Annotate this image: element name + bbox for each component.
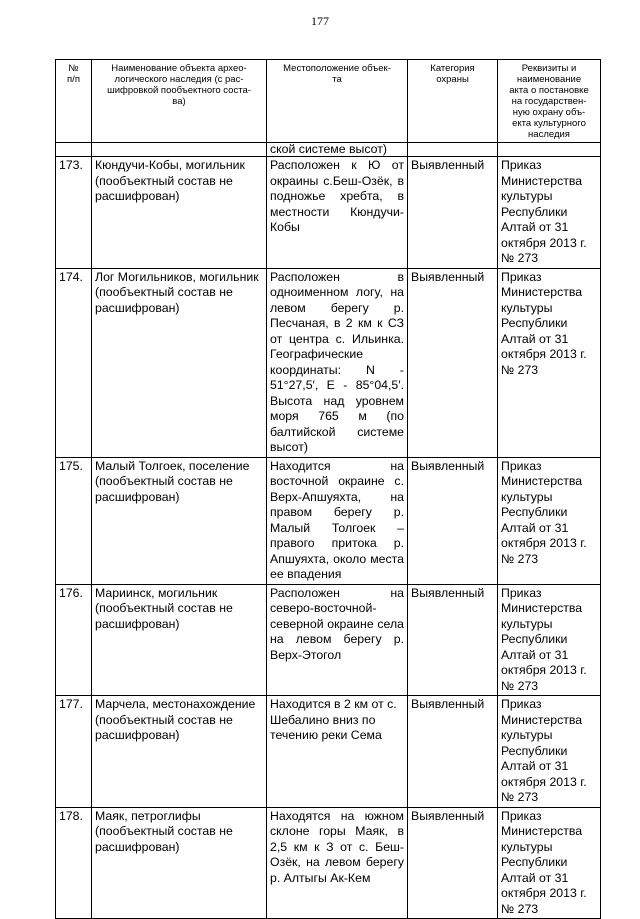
cell-object-name bbox=[92, 584, 267, 696]
object-note: (пообъектный состав не расшифрован) bbox=[95, 285, 233, 315]
cell-location: Расположен на северо-восточной-северной окраине села на левом берегу р. Верх-Этогол bbox=[267, 584, 408, 696]
header-category: Категория охраны bbox=[408, 60, 498, 143]
cell-empty bbox=[498, 143, 601, 157]
object-note: (пообъектный состав не расшифрован) bbox=[95, 824, 233, 854]
cell-category: Выявленный bbox=[408, 807, 498, 919]
table-row bbox=[56, 807, 601, 919]
cell-act: Приказ Министерства культуры Республики Алтай от 31 октября 2013 г. № 273 bbox=[498, 807, 601, 919]
object-note: (пообъектный состав не расшифрован) bbox=[95, 173, 233, 203]
cell-location: Находится в 2 км от с. Шебалино вниз по течению реки Сема bbox=[267, 696, 408, 808]
object-note: (пообъектный состав не расшифрован) bbox=[95, 712, 233, 742]
object-title: Кюндучи-Кобы, могильник bbox=[95, 158, 245, 172]
cell-number: 178. bbox=[56, 807, 92, 919]
cell-location: Находится на восточной окраине с. Верх-Апшуяхта, на правом берегу р. Малый Толгоек – правого притока р. Апшуяхта, около места ее впадения bbox=[267, 457, 408, 584]
cell-act: Приказ Министерства культуры Республики Алтай от 31 октября 2013 г. № 273 bbox=[498, 696, 601, 808]
cell-object-name bbox=[92, 457, 267, 584]
header-object-name: Наименование объекта архео- логического наследия (с рас- шифровкой пообъектного соста- ва) bbox=[92, 60, 267, 143]
cell-location: Расположен к Ю от окраины с.Беш-Озёк, в подножье хребта, в местности Кюндучи-Кобы bbox=[267, 157, 408, 269]
cell-category: Выявленный bbox=[408, 157, 498, 269]
cell-object-name bbox=[92, 268, 267, 457]
cell-act: Приказ Министерства культуры Республики Алтай от 31 октября 2013 г. № 273 bbox=[498, 457, 601, 584]
cell-number: 173. bbox=[56, 157, 92, 269]
cell-number: 176. bbox=[56, 584, 92, 696]
cell-empty bbox=[92, 143, 267, 157]
header-act-details: Реквизиты и наименование акта о постановке на государствен- ную охрану объ- екта культурного наследия bbox=[498, 60, 601, 143]
object-title: Малый Толгоек, поселение bbox=[95, 458, 250, 473]
cell-category: Выявленный bbox=[408, 584, 498, 696]
cell-empty bbox=[56, 143, 92, 157]
table-row bbox=[56, 157, 601, 269]
cell-object-name bbox=[92, 807, 267, 919]
cell-number: 177. bbox=[56, 696, 92, 808]
cell-number: 174. bbox=[56, 268, 92, 457]
table-row bbox=[56, 457, 601, 584]
table-row bbox=[56, 268, 601, 457]
object-title: Лог Могильников, могильник bbox=[95, 269, 259, 284]
object-note: (пообъектный состав не расшифрован) bbox=[95, 474, 233, 504]
cell-act: Приказ Министерства культуры Республики Алтай от 31 октября 2013 г. № 273 bbox=[498, 157, 601, 269]
table-header-row bbox=[56, 60, 601, 143]
header-location: Местоположение объек- та bbox=[267, 60, 408, 143]
cell-act: Приказ Министерства культуры Республики Алтай от 31 октября 2013 г. № 273 bbox=[498, 584, 601, 696]
cell-category: Выявленный bbox=[408, 268, 498, 457]
table-row bbox=[56, 696, 601, 808]
header-number: № п/п bbox=[56, 60, 92, 143]
object-note: (пообъектный состав не расшифрован) bbox=[95, 601, 233, 631]
cell-empty bbox=[408, 143, 498, 157]
heritage-registry-table bbox=[55, 59, 601, 919]
object-title: Маяк, петроглифы bbox=[95, 808, 201, 823]
object-title: Марчела, местонахождение bbox=[95, 697, 256, 711]
cell-location-continued: ской системе высот) bbox=[267, 143, 408, 157]
cell-act: Приказ Министерства культуры Республики Алтай от 31 октября 2013 г. № 273 bbox=[498, 268, 601, 457]
cell-location: Расположен в одноименном логу, на левом берегу р. Песчаная, в 2 км к СЗ от центра с. Ильинка. Географические координаты: N - 51°27,5′, E - 85°04,5′. Высота над уровнем моря 765 м (по балтийской системе высот) bbox=[267, 268, 408, 457]
cell-object-name bbox=[92, 157, 267, 269]
cell-number: 175. bbox=[56, 457, 92, 584]
cell-location: Находятся на южном склоне горы Маяк, в 2,5 км к З от с. Беш-Озёк, на левом берегу р. Алтыгы Ак-Кем bbox=[267, 807, 408, 919]
cell-category: Выявленный bbox=[408, 457, 498, 584]
cell-category: Выявленный bbox=[408, 696, 498, 808]
continuation-row bbox=[56, 143, 601, 157]
table-row bbox=[56, 584, 601, 696]
object-title: Мариинск, могильник bbox=[95, 585, 218, 600]
cell-object-name bbox=[92, 696, 267, 808]
page-number: 177 bbox=[311, 14, 329, 28]
